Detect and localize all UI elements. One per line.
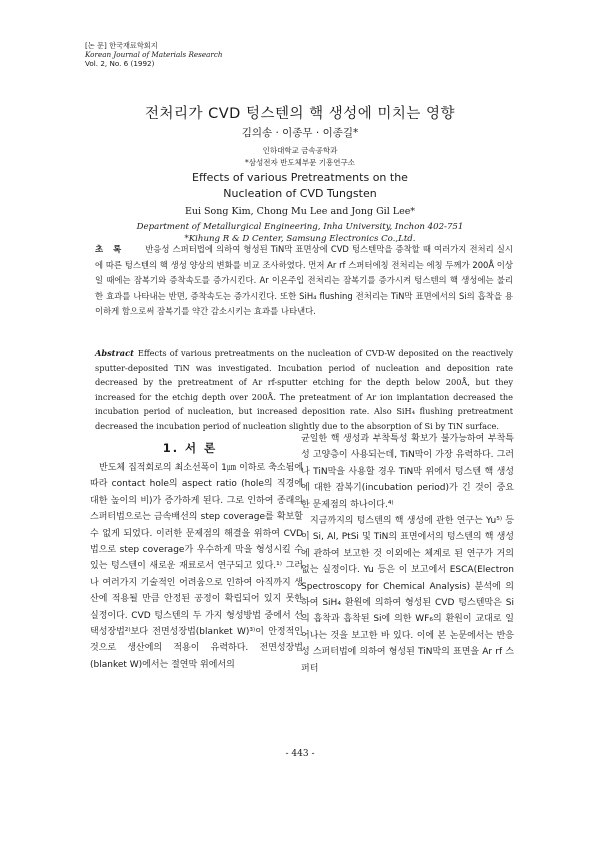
journal-name-en: Korean Journal of Materials Research [85, 50, 223, 59]
body-column-left [90, 460, 303, 673]
journal-volume: Vol. 2, No. 6 (1992) [85, 59, 155, 68]
title-english [0, 170, 600, 202]
abstract-english-text: Effects of various pretreatments on the nucleation of CVD-W deposited on the reactively sputter-deposited TiN was investigated. Incubation period of nucleation and deposition rate decreased by the pretreatment of Ar rf-sputter etching for the depth below 200Å, but they increased for the etchig depth over 200Å. The preteatment of Ar ion implantation decreased the incubation period of nucleation, but increased deposition rate. Also SiH₄ flushing pretreatment decreased the incubation period of nucleation slightly due to the absorption of Si by TiN surface. [95, 348, 513, 431]
authors-english: Eui Song Kim, Chong Mu Lee and Jong Gil Lee* [184, 206, 416, 217]
title-english-line-1: Effects of various Pretreatments on the [192, 171, 408, 184]
page-number: - 443 - [285, 749, 315, 759]
body-column-right [301, 431, 514, 677]
title-english-line-2: Nucleation of CVD Tungsten [223, 187, 377, 200]
abstract-english-label: Abstract [95, 348, 134, 358]
affiliation-english-1: Department of Metallurgical Engineering, Inha University, Inchon 402-751 [136, 222, 464, 232]
affiliation-korean-2: *삼성전자 반도체부문 기흥연구소 [245, 158, 355, 167]
authors-korean: 김의송 · 이종무 · 이종길* [241, 127, 359, 139]
journal-label-ko: [논 문] 한국재료학회지 [85, 41, 158, 50]
journal-header [85, 41, 223, 68]
abstract-korean [95, 242, 513, 320]
abstract-english [95, 346, 513, 433]
title-korean: 전처리가 CVD 텅스텐의 핵 생성에 미치는 영향 [145, 106, 455, 122]
intro-paragraph-2: 지금까지의 텅스텐의 핵 생성에 관한 연구는 Yu⁵⁾ 등이 Si, Al, PtSi 및 TiN의 표면에서의 텅스텐의 핵 생성에 관하여 보고한 것 이외에는 체계로 된 연구가 거의 없는 실정이다. Yu 등은 이 보고에서 ESCA(Electron Spectroscopy for Chemical Analysis) 분석에 의하여 SiH₄ 환원에 의하여 형성된 CVD 텅스텐막은 Si의 흡착과 흡착된 Si에 의한 WF₆의 환원이 교대로 일어나는 것을 보고한 바 있다. 이에 본 논문에서는 반응성 스퍼터법에 의하여 형성된 TiN막의 표면을 Ar rf 스퍼터 [301, 516, 514, 674]
abstract-korean-label: 초록 [95, 244, 132, 254]
intro-paragraph-1-continued: 균일한 핵 생성과 부착특성 확보가 불가능하여 부착특성 고양층이 사용되는데, TiN막이 가장 유력하다. 그러나 TiN막을 사용할 경우 TiN막 위에서 텅스텐 핵 생성에 대한 잠복기(incubation period)가 긴 것이 중요한 문제점의 하나이다.⁴⁾ [301, 434, 514, 510]
intro-paragraph-1: 반도체 집적회로의 최소선폭이 1㎛ 이하로 축소됨에 따라 contact hole의 aspect ratio (hole의 직경에 대한 높이의 비)가 증가하게 된다. 그로 인하여 종래의 스퍼터법으로는 금속배선의 step coverage를 확보할 수 없게 되었다. 이러한 문제점의 해결을 위하여 CVD법으로 step coverage가 우수하게 막을 형성시킬 수 있는 텅스텐이 새로운 재료로서 연구되고 있다.¹⁾ 그러나 여러가지 기술적인 어려움으로 인하여 아직까지 생산에 적용될 만큼 안정된 공정이 확립되어 있지 못한 실정이다. CVD 텅스텐의 두 가지 형성방법 중에서 선택성장법²⁾보다 전면성장법(blanket W)³⁾이 안정적인 것으로 생산에의 적용이 유력하다. 전면성장법(blanket W)에서는 절연막 위에서의 [90, 463, 303, 670]
abstract-korean-text: 반응성 스퍼터법에 의하여 형성된 TiN막 표면상에 CVD 텅스텐막을 증착할 때 여러가지 전처리 실시에 따른 텅스텐의 핵 생성 양상의 변화를 비교 조사하였다. 먼저 Ar rf 스퍼터에칭 전처리는 에칭 두께가 200Å 이상일 때에는 잠복기와 증착속도를 증가시킨다. Ar 이온주입 전처리는 잠복기를 증가시켜 텅스텐의 핵 생성에는 불리한 효과를 나타내는 반면, 증착속도는 증가시킨다. 또한 SiH₄ flushing 전처리는 TiN막 표면에서의 Si의 흡착을 용이하게 함으로써 잠복기를 약간 감소시키는 효과를 나타낸다. [95, 244, 513, 316]
affiliation-korean-1: 인하대학교 금속공학과 [262, 146, 338, 155]
affiliation-english-2: *Kihung R & D Center, Samsung Electronics Co.,Ltd. [184, 234, 416, 244]
section-heading-introduction: 1. 서 론 [162, 441, 218, 455]
